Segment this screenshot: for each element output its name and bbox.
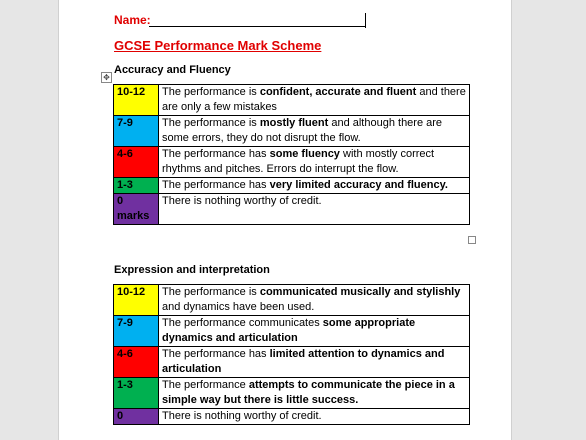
description-text: The performance has [162, 179, 270, 191]
description-text: The performance communicates [162, 317, 323, 329]
description-cell [159, 194, 470, 225]
table-row [114, 347, 470, 378]
table-row [114, 409, 470, 425]
emphasis-text: some fluency [269, 148, 340, 160]
table-row [114, 285, 470, 316]
table-row [114, 316, 470, 347]
description-text: with mostly correct rhythms and pitches. Errors do interrupt the flow. [162, 148, 435, 175]
emphasis-text: attempts to communicate the piece in a simple way but there is little success. [162, 379, 455, 406]
score-band-cell: 0 [114, 409, 159, 425]
mark-scheme-table-expression [113, 284, 470, 425]
emphasis-text: some appropriate dynamics and articulation [162, 317, 416, 344]
description-cell [159, 316, 470, 347]
description-text: The performance is [162, 286, 260, 298]
name-label: Name: [114, 13, 151, 27]
emphasis-text: communicated musically and stylishly [259, 286, 461, 298]
description-cell [159, 378, 470, 409]
mark-scheme-table-accuracy [113, 84, 470, 225]
score-band-cell: 7-9 [114, 116, 159, 147]
description-cell [159, 285, 470, 316]
score-band-cell: 1-3 [114, 178, 159, 194]
name-field-line[interactable] [149, 26, 365, 27]
description-cell [159, 409, 470, 425]
description-cell [159, 85, 470, 116]
table-row [114, 116, 470, 147]
description-text: There is nothing worthy of credit. [162, 195, 322, 207]
description-text: The performance has [162, 148, 270, 160]
page-title: GCSE Performance Mark Scheme [114, 38, 322, 53]
emphasis-text: limited attention to dynamics and articulation [162, 348, 445, 375]
score-band-cell: 4-6 [114, 347, 159, 378]
score-band-cell: 0 marks [114, 194, 159, 225]
score-band-cell: 10-12 [114, 85, 159, 116]
table-row [114, 85, 470, 116]
description-cell [159, 147, 470, 178]
description-text: The performance [162, 379, 249, 391]
emphasis-text: confident, accurate and fluent [259, 86, 417, 98]
table-row [114, 147, 470, 178]
table-row [114, 194, 470, 225]
emphasis-text: very limited accuracy and fluency. [269, 179, 448, 191]
score-band-cell: 4-6 [114, 147, 159, 178]
text-cursor [365, 13, 366, 28]
description-text: and there are only a few mistakes [162, 86, 466, 113]
table-move-icon[interactable]: ✥ [101, 72, 112, 83]
table-row [114, 178, 470, 194]
section-heading-accuracy: Accuracy and Fluency [114, 64, 231, 76]
score-band-cell: 1-3 [114, 378, 159, 409]
score-band-cell: 10-12 [114, 285, 159, 316]
description-cell [159, 116, 470, 147]
score-band-cell: 7-9 [114, 316, 159, 347]
description-text: There is nothing worthy of credit. [162, 410, 322, 422]
document-page [58, 0, 512, 440]
emphasis-text: mostly fluent [259, 117, 329, 129]
description-cell [159, 347, 470, 378]
section-heading-expression: Expression and interpretation [114, 264, 270, 276]
table-resize-icon[interactable] [468, 236, 476, 244]
description-text: The performance has [162, 348, 270, 360]
description-text: The performance is [162, 117, 260, 129]
description-text: The performance is [162, 86, 260, 98]
description-text: and although there are some errors, they do not disrupt the flow. [162, 117, 443, 144]
description-text: and dynamics have been used. [162, 301, 315, 313]
description-cell [159, 178, 470, 194]
table-row [114, 378, 470, 409]
